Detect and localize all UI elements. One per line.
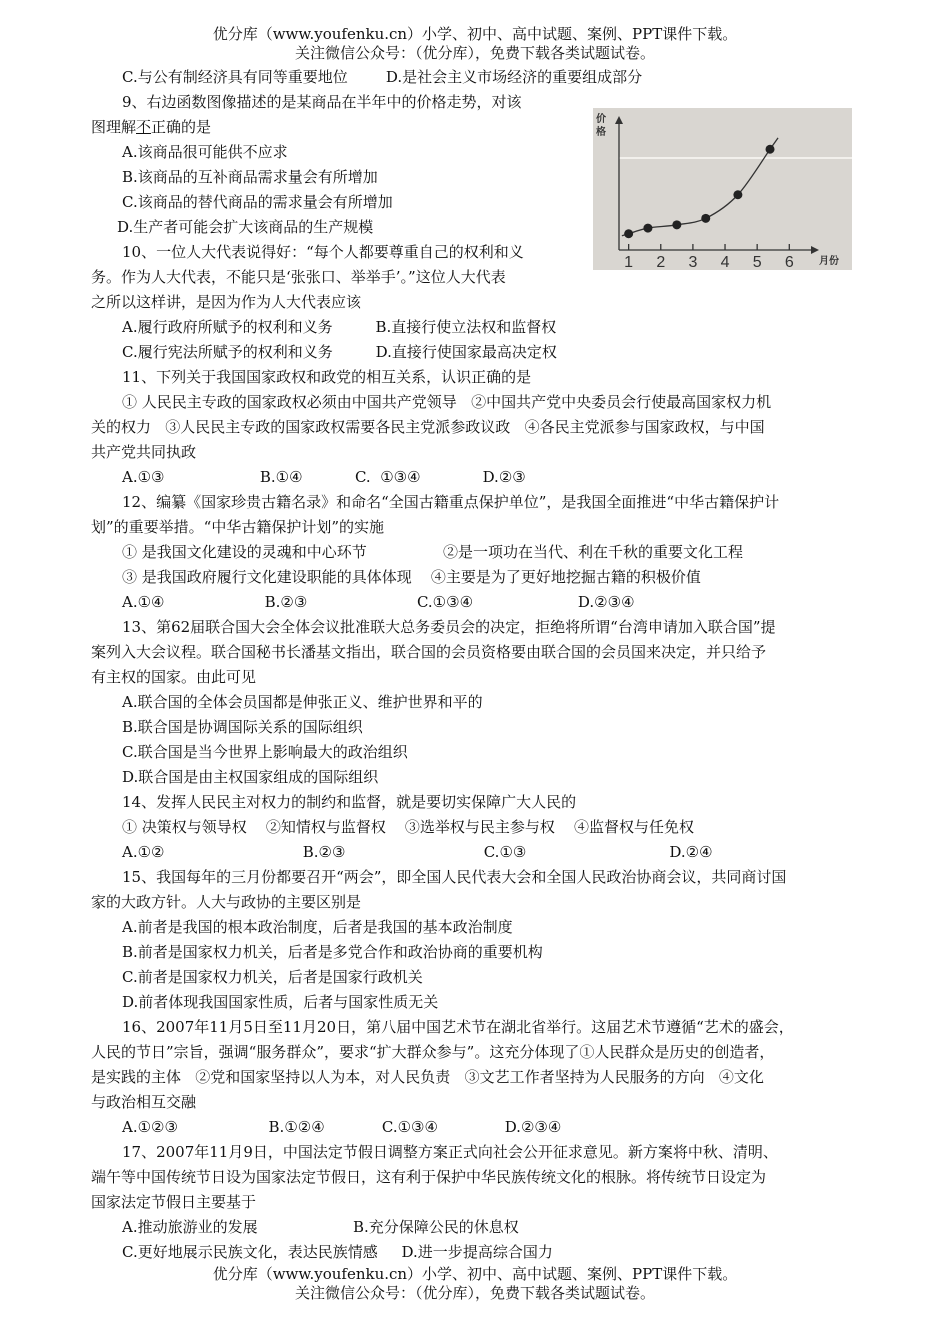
chart-ylabel-1: 价 — [596, 114, 606, 125]
chart-point-1 — [624, 229, 633, 238]
chart-tick-label-2: 2 — [656, 254, 666, 270]
q17-stem-3: 国家法定节假日主要基于 — [91, 1193, 257, 1211]
chart-background — [593, 108, 852, 270]
q16-stem-4: 与政治相互交融 — [91, 1093, 197, 1111]
chart-tick-label-6: 6 — [784, 254, 794, 270]
q15-option-a: A.前者是我国的根本政治制度，后者是我国的基本政治制度 — [122, 918, 513, 936]
q13-stem-2: 案列入大会议程。联合国秘书长潘基文指出，联合国的会员资格要由联合国的会员国来决定，并只给予 — [91, 643, 767, 661]
q11-item-line-2: 关的权力 ③人民民主专政的国家政权需要各民主党派参政议政 ④各民主党派参与国家政权，与中国 — [91, 418, 765, 436]
q15-stem-2: 家的大政方针。人大与政协的主要区别是 — [91, 893, 362, 911]
header-line-1: 优分库（www.youfenku.cn）小学、初中、高中试题、案例、PPT课件下载。 — [212, 25, 738, 43]
q14-options: A.①② B.②③ C.①③ D.②④ — [122, 843, 713, 861]
q10-options-cd: C.履行宪法所赋予的权利和义务 D.直接行使国家最高决定权 — [122, 343, 557, 361]
q16-stem-1: 16、2007年11月5日至11月20日，第八届中国艺术节在湖北省举行。这届艺术节遵循“艺术的盛会， — [122, 1018, 794, 1036]
q17-options-ab: A.推动旅游业的发展 B.充分保障公民的休息权 — [122, 1218, 519, 1236]
q14-items: ① 决策权与领导权 ②知情权与监督权 ③选举权与民主参与权 ④监督权与任免权 — [122, 818, 694, 836]
q12-item-line-1: ① 是我国文化建设的灵魂和中心环节 ②是一项功在当代、利在千秋的重要文化工程 — [122, 543, 744, 561]
q10-options-ab: A.履行政府所赋予的权利和义务 B.直接行使立法权和监督权 — [122, 318, 557, 336]
q15-stem-1: 15、我国每年的三月份都要召开“两会”，即全国人民代表大会和全国人民政治协商会议，共同商讨国 — [122, 868, 787, 886]
q16-options: A.①②③ B.①②④ C.①③④ D.②③④ — [122, 1118, 562, 1136]
q12-stem-2: 划”的重要举措。“中华古籍保护计划”的实施 — [91, 518, 385, 536]
chart-tick-label-3: 3 — [688, 254, 698, 270]
chart-ylabel-2: 格 — [596, 127, 606, 138]
q9-option-a: A.该商品很可能供不应求 — [122, 143, 288, 161]
q11-stem: 11、下列关于我国国家政权和政党的相互关系，认识正确的是 — [122, 368, 532, 386]
q12-item-line-2: ③ 是我国政府履行文化建设职能的具体体现 ④主要是为了更好地挖掘古籍的积极价值 — [122, 568, 701, 586]
q17-stem-2: 端午等中国传统节日设为国家法定节假日，这有利于保护中华民族传统文化的根脉。将传统节日设定为 — [91, 1168, 767, 1186]
q10-stem-2: 务。作为人大代表，不能只是‘张张口、举举手’。”这位人大代表 — [91, 268, 506, 286]
q15-option-d: D.前者体现我国国家性质，后者与国家性质无关 — [122, 993, 439, 1011]
q11-options: A.①③ B.①④ C. ①③④ D.②③ — [122, 468, 526, 486]
chart-point-2 — [643, 224, 652, 233]
q11-item-line-1: ① 人民民主专政的国家政权必须由中国共产党领导 ②中国共产党中央委员会行使最高国家权力机 — [122, 393, 772, 411]
q16-stem-2: 人民的节日”宗旨，强调“服务群众”，要求“扩大群众参与”。这充分体现了①人民群众是历史的创造者， — [91, 1043, 775, 1061]
q8-options: C.与公有制经济具有同等重要地位 D.是社会主义市场经济的重要组成部分 — [122, 68, 643, 86]
q9-stem-1: 9、右边函数图像描述的是某商品在半年中的价格走势，对该 — [122, 93, 522, 111]
header-line-2: 关注微信公众号：（优分库），免费下载各类试题试卷。 — [294, 44, 655, 62]
q17-options-cd: C.更好地展示民族文化，表达民族情感 D.进一步提高综合国力 — [122, 1243, 553, 1261]
chart-point-5 — [733, 190, 742, 199]
q13-option-b: B.联合国是协调国际关系的国际组织 — [122, 718, 363, 736]
q9-option-c: C.该商品的替代商品的需求量会有所增加 — [122, 193, 393, 211]
chart-tick-label-1: 1 — [624, 254, 634, 270]
footer-line-1: 优分库（www.youfenku.cn）小学、初中、高中试题、案例、PPT课件下载。 — [212, 1265, 738, 1283]
chart-point-3 — [672, 220, 681, 229]
q9-option-b: B.该商品的互补商品需求量会有所增加 — [122, 168, 378, 186]
q17-stem-1: 17、2007年11月9日，中国法定节假日调整方案正式向社会公开征求意见。新方案将中秋、清明、 — [122, 1143, 778, 1161]
q14-stem: 14、发挥人民民主对权力的制约和监督，就是要切实保障广大人民的 — [122, 793, 577, 811]
q13-option-d: D.联合国是由主权国家组成的国际组织 — [122, 768, 379, 786]
q16-stem-3: 是实践的主体 ②党和国家坚持以人为本，对人民负责 ③文艺工作者坚持为人民服务的方向 ④文化 — [91, 1068, 764, 1086]
q9-stem-2a: 图理解 — [91, 118, 137, 136]
chart-point-4 — [701, 214, 710, 223]
q10-stem-3: 之所以这样讲，是因为作为人大代表应该 — [91, 293, 362, 311]
q9-not-emphasis: 不 — [136, 118, 152, 136]
chart-tick-label-4: 4 — [720, 254, 730, 270]
q10-stem-1: 10、一位人大代表说得好：“每个人都要尊重自己的权利和义 — [122, 243, 524, 261]
q12-options: A.①④ B.②③ C.①③④ D.②③④ — [122, 593, 635, 611]
q12-stem-1: 12、编纂《国家珍贵古籍名录》和命名“全国古籍重点保护单位”，是我国全面推进“中华古籍保护计 — [122, 493, 780, 511]
chart-point-6 — [766, 145, 775, 154]
price-trend-chart — [593, 108, 852, 270]
q9-stem-2 — [91, 117, 211, 137]
chart-tick-label-5: 5 — [752, 254, 762, 270]
footer-line-2: 关注微信公众号：（优分库），免费下载各类试题试卷。 — [294, 1284, 655, 1302]
q13-option-c: C.联合国是当今世界上影响最大的政治组织 — [122, 743, 408, 761]
q9-stem-2c: 正确的是 — [151, 118, 212, 136]
q9-option-d: D.生产者可能会扩大该商品的生产规模 — [117, 218, 374, 236]
q13-stem-3: 有主权的国家。由此可见 — [91, 668, 257, 686]
q15-option-c: C.前者是国家权力机关，后者是国家行政机关 — [122, 968, 423, 986]
chart-xlabel: 月份 — [819, 256, 839, 267]
q13-stem-1: 13、第62届联合国大会全体会议批准联大总务委员会的决定，拒绝将所谓“台湾申请加入联合国”提 — [122, 618, 776, 636]
q11-item-line-3: 共产党共同执政 — [91, 443, 197, 461]
q15-option-b: B.前者是国家权力机关，后者是多党合作和政治协商的重要机构 — [122, 943, 543, 961]
q13-option-a: A.联合国的全体会员国都是伸张正义、维护世界和平的 — [122, 693, 483, 711]
